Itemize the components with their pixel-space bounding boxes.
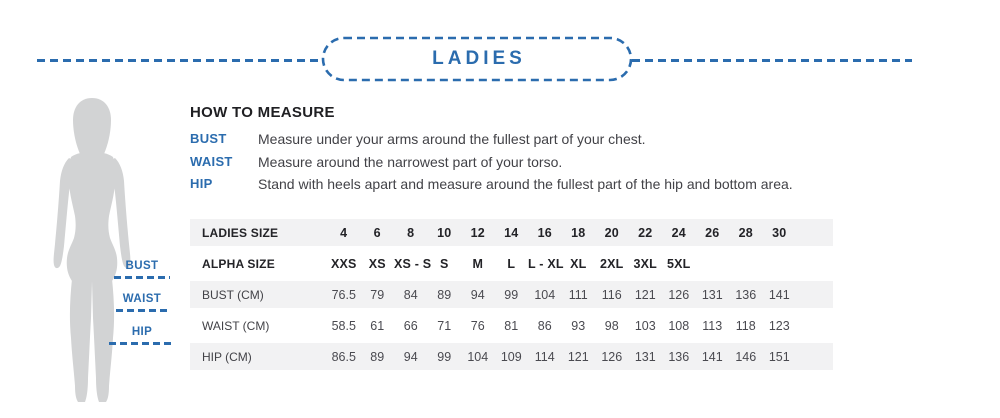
header-dashed-rule-right xyxy=(632,59,912,62)
measure-row-waist xyxy=(190,151,910,174)
size-cell: 103 xyxy=(634,318,656,333)
size-cell: 126 xyxy=(662,281,696,308)
size-cell: 99 xyxy=(495,281,529,308)
figure-bust-line xyxy=(114,276,170,279)
measure-term-hip: HIP xyxy=(190,176,213,191)
table-row-bust-cm xyxy=(190,281,833,308)
size-cell: 3XL xyxy=(633,256,658,271)
size-cell: 131 xyxy=(696,281,730,308)
spacer-cell xyxy=(796,281,833,308)
size-cell: 113 xyxy=(702,318,723,333)
size-cell: 26 xyxy=(696,219,730,246)
measure-description-bust: Measure under your arms around the fullest part of your chest. xyxy=(258,131,646,147)
size-cell: 118 xyxy=(735,318,756,333)
size-cell: 89 xyxy=(428,281,462,308)
size-cell: 5XL xyxy=(666,256,691,271)
size-cell: 94 xyxy=(461,281,495,308)
female-silhouette-svg xyxy=(46,96,138,404)
size-cell: 76.5 xyxy=(327,281,361,308)
row-label: WAIST (CM) xyxy=(202,318,270,333)
size-cell: 30 xyxy=(763,219,797,246)
size-cell: 116 xyxy=(595,281,629,308)
measure-term-waist: WAIST xyxy=(190,153,233,169)
size-cell: 79 xyxy=(361,281,395,308)
size-cell: 12 xyxy=(461,219,495,246)
size-cell: 24 xyxy=(662,219,696,246)
size-cell: 151 xyxy=(763,343,797,370)
size-cell: 86 xyxy=(537,318,552,333)
size-cell: 10 xyxy=(428,219,462,246)
spacer-cell xyxy=(796,312,833,339)
size-cell: 141 xyxy=(763,281,797,308)
size-cell: 123 xyxy=(768,318,790,333)
figure-hip-label: HIP xyxy=(131,326,153,338)
table-row-hip-cm xyxy=(190,343,833,370)
size-cell: 66 xyxy=(403,318,418,333)
table-row-waist-cm xyxy=(190,312,833,339)
size-cell: 108 xyxy=(668,318,690,333)
size-cell: L - XL xyxy=(528,256,564,271)
size-cell: 136 xyxy=(662,343,696,370)
size-cell: 89 xyxy=(361,343,395,370)
size-cell: M xyxy=(472,256,484,271)
size-cell: 22 xyxy=(629,219,663,246)
size-cell: 20 xyxy=(595,219,629,246)
measure-row-hip xyxy=(190,173,910,196)
figure-waist-label: WAIST xyxy=(122,293,162,305)
size-cell: 94 xyxy=(394,343,428,370)
size-cell: 76 xyxy=(470,318,485,333)
figure-waist-line xyxy=(116,309,168,312)
size-cell: 84 xyxy=(394,281,428,308)
size-cell: XS xyxy=(368,256,386,271)
size-cell: XS - S xyxy=(394,256,432,271)
figure-hip-line xyxy=(109,342,174,345)
row-label: ALPHA SIZE xyxy=(202,256,275,271)
size-cell: 104 xyxy=(461,343,495,370)
size-cell: S xyxy=(439,256,449,271)
size-cell: XXS xyxy=(330,256,357,271)
size-cell xyxy=(696,250,730,277)
measure-description-hip: Stand with heels apart and measure around the fullest part of the hip and bottom area. xyxy=(258,176,793,192)
size-cell: 16 xyxy=(528,219,562,246)
size-cell: 99 xyxy=(428,343,462,370)
size-cell: 111 xyxy=(562,281,596,308)
section-title: LADIES xyxy=(432,48,526,69)
size-cell: 104 xyxy=(528,281,562,308)
how-to-measure-section xyxy=(190,104,910,196)
size-cell: 18 xyxy=(562,219,596,246)
measure-description-waist: Measure around the narrowest part of your torso. xyxy=(258,153,563,170)
ladies-section-pill xyxy=(321,36,633,82)
size-cell: 121 xyxy=(629,281,663,308)
size-cell xyxy=(729,250,763,277)
size-cell: 8 xyxy=(394,219,428,246)
size-cell: 61 xyxy=(370,318,385,333)
size-cell: L xyxy=(507,256,516,271)
table-row-ladies-size xyxy=(190,219,833,246)
size-cell: 4 xyxy=(327,219,361,246)
size-cell: 6 xyxy=(361,219,395,246)
header-dashed-rule-left xyxy=(37,59,322,62)
size-table xyxy=(190,215,833,374)
row-label: LADIES SIZE xyxy=(190,219,327,246)
size-cell: 114 xyxy=(528,343,562,370)
size-cell: 28 xyxy=(729,219,763,246)
spacer-cell xyxy=(796,343,833,370)
spacer-cell xyxy=(796,250,833,277)
size-cell: 141 xyxy=(696,343,730,370)
measure-row-bust xyxy=(190,128,910,151)
size-cell: 93 xyxy=(571,318,586,333)
row-label: HIP (CM) xyxy=(190,343,327,370)
spacer-cell xyxy=(796,219,833,246)
table-row-alpha-size xyxy=(190,250,833,277)
figure-bust-label: BUST xyxy=(125,260,159,272)
size-cell: 126 xyxy=(595,343,629,370)
size-cell: 98 xyxy=(604,318,619,333)
size-cell xyxy=(763,250,797,277)
row-label: BUST (CM) xyxy=(190,281,327,308)
size-cell: 71 xyxy=(437,318,452,333)
size-cell: 2XL xyxy=(599,256,624,271)
size-cell: 86.5 xyxy=(327,343,361,370)
size-cell: 81 xyxy=(504,318,519,333)
size-cell: 131 xyxy=(629,343,663,370)
size-cell: 109 xyxy=(495,343,529,370)
size-cell: XL xyxy=(570,256,587,271)
size-cell: 121 xyxy=(562,343,596,370)
size-cell: 136 xyxy=(729,281,763,308)
size-cell: 146 xyxy=(729,343,763,370)
size-cell: 58.5 xyxy=(331,318,356,333)
size-cell: 14 xyxy=(495,219,529,246)
how-to-measure-title: HOW TO MEASURE xyxy=(190,104,335,121)
female-silhouette-figure xyxy=(46,96,162,404)
measure-term-bust: BUST xyxy=(190,131,227,146)
